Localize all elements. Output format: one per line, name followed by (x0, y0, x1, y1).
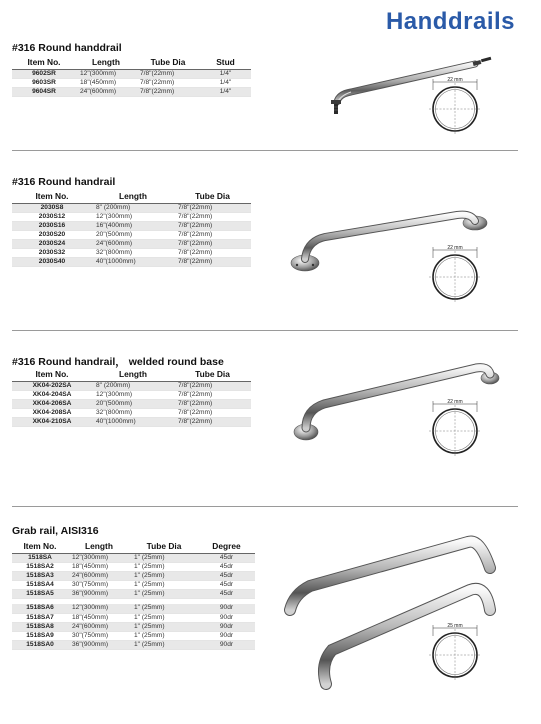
section4-header-1: Length (68, 540, 130, 553)
item-number-cell: 9602SR (12, 69, 76, 78)
item-number-cell: 1518SA0 (12, 640, 68, 649)
spec-cell: 1" (25mm) (130, 640, 198, 649)
table-row (12, 381, 251, 390)
spec-cell: 7/8"(22mm) (174, 239, 251, 248)
item-number-cell: 2030S8 (12, 203, 92, 212)
section1-table-body (12, 69, 251, 96)
item-number-cell: 1518SA (12, 553, 68, 562)
spec-cell: 7/8"(22mm) (174, 258, 251, 267)
table-row (12, 562, 255, 571)
spec-cell: 7/8"(22mm) (174, 221, 251, 230)
section3-diagram-label: 22 mm (447, 399, 463, 405)
spec-cell: 1/4" (200, 87, 251, 96)
spec-cell: 45dr (198, 562, 255, 571)
spec-cell: 90dr (198, 613, 255, 622)
spec-cell: 90dr (198, 631, 255, 640)
section2-table (12, 190, 251, 267)
item-number-cell: 2030S32 (12, 248, 92, 257)
spec-cell: 7/8"(22mm) (174, 203, 251, 212)
spec-cell: 1" (25mm) (130, 553, 198, 562)
spec-cell: 16"(400mm) (92, 221, 174, 230)
section4-tube-cross-section-diagram (425, 622, 485, 682)
spec-cell: 8" (200mm) (92, 381, 174, 390)
item-number-cell: 1518SA3 (12, 571, 68, 580)
spec-cell: 1" (25mm) (130, 562, 198, 571)
spec-cell: 32"(800mm) (92, 248, 174, 257)
table-row (12, 622, 255, 631)
table-row (12, 203, 251, 212)
spec-cell: 12"(300mm) (68, 604, 130, 613)
section2-header-1: Length (92, 190, 174, 203)
page-title: Handdrails (385, 8, 515, 35)
item-number-cell: 1518SA8 (12, 622, 68, 631)
spec-cell: 12"(300mm) (76, 69, 136, 78)
table-row (12, 399, 251, 408)
spec-cell: 90dr (198, 640, 255, 649)
section4-header-0: Item No. (12, 540, 68, 553)
section3-header-2: Tube Dia (174, 368, 251, 381)
section3-header-row (12, 368, 251, 381)
section4-header-2: Tube Dia (130, 540, 198, 553)
table-row (12, 631, 255, 640)
section2-table-body (12, 203, 251, 267)
spec-cell: 24"(600mm) (68, 571, 130, 580)
section1-header-1: Length (76, 56, 136, 69)
spec-cell: 7/8"(22mm) (136, 69, 200, 78)
section4-table (12, 540, 255, 650)
section1-header-2: Tube Dia (136, 56, 200, 69)
spec-cell: 7/8"(22mm) (174, 381, 251, 390)
item-number-cell: 1518SA5 (12, 589, 68, 598)
section2-divider (12, 330, 518, 331)
section4-header-3: Degree (198, 540, 255, 553)
spec-cell: 18"(450mm) (68, 613, 130, 622)
spec-cell: 30"(750mm) (68, 580, 130, 589)
spec-cell: 20"(500mm) (92, 399, 174, 408)
section1-tube-cross-section-diagram (425, 76, 485, 136)
spec-cell: 30"(750mm) (68, 631, 130, 640)
spec-cell: 45dr (198, 580, 255, 589)
section2-tube-cross-section-diagram (425, 244, 485, 304)
section1-header-3: Stud (200, 56, 251, 69)
spec-cell: 7/8"(22mm) (136, 78, 200, 87)
table-row (12, 221, 251, 230)
table-row (12, 640, 255, 649)
spec-cell: 18"(450mm) (68, 562, 130, 571)
section1-table (12, 56, 251, 97)
spec-cell: 1" (25mm) (130, 571, 198, 580)
spec-cell: 1/4" (200, 78, 251, 87)
section1-header-row (12, 56, 251, 69)
spec-cell: 24"(600mm) (76, 87, 136, 96)
spec-cell: 1" (25mm) (130, 622, 198, 631)
section4-table-body (12, 553, 255, 649)
table-row (12, 258, 251, 267)
table-row (12, 239, 251, 248)
item-number-cell: 2030S12 (12, 212, 92, 221)
section2-diagram-label: 22 mm (447, 245, 463, 251)
section3-title: #316 Round handrail， welded round base (12, 356, 224, 368)
item-number-cell: XK04-206SA (12, 399, 92, 408)
section3-divider (12, 506, 518, 507)
item-number-cell: XK04-204SA (12, 390, 92, 399)
table-row (12, 212, 251, 221)
spec-cell: 90dr (198, 604, 255, 613)
section3-tube-cross-section-diagram (425, 398, 485, 458)
table-row (12, 604, 255, 613)
spec-cell: 40"(1000mm) (92, 258, 174, 267)
spec-cell: 40"(1000mm) (92, 417, 174, 426)
spec-cell: 18"(450mm) (76, 78, 136, 87)
spec-cell: 7/8"(22mm) (174, 230, 251, 239)
spec-cell: 45dr (198, 571, 255, 580)
table-row (12, 69, 251, 78)
spec-cell: 90dr (198, 622, 255, 631)
spec-cell: 1" (25mm) (130, 631, 198, 640)
item-number-cell: 2030S40 (12, 258, 92, 267)
table-row (12, 230, 251, 239)
item-number-cell: 9604SR (12, 87, 76, 96)
table-row (12, 87, 251, 96)
item-number-cell: 2030S20 (12, 230, 92, 239)
item-number-cell: 1518SA7 (12, 613, 68, 622)
section4-header-row (12, 540, 255, 553)
section2-title: #316 Round handrail (12, 176, 116, 188)
spec-cell: 20"(500mm) (92, 230, 174, 239)
table-row (12, 571, 255, 580)
spec-cell: 7/8"(22mm) (174, 390, 251, 399)
spec-cell: 7/8"(22mm) (174, 248, 251, 257)
table-row (12, 248, 251, 257)
section3-header-1: Length (92, 368, 174, 381)
spec-cell: 12"(300mm) (68, 553, 130, 562)
table-row (12, 589, 255, 598)
spec-cell: 7/8"(22mm) (174, 212, 251, 221)
section3-table (12, 368, 251, 427)
spec-cell: 36"(900mm) (68, 589, 130, 598)
spec-cell: 1" (25mm) (130, 589, 198, 598)
spec-cell: 7/8"(22mm) (136, 87, 200, 96)
section1-title: #316 Round handdrail (12, 42, 122, 54)
spec-cell: 7/8"(22mm) (174, 408, 251, 417)
item-number-cell: XK04-210SA (12, 417, 92, 426)
item-number-cell: 2030S16 (12, 221, 92, 230)
section4-title: Grab rail, AISI316 (12, 525, 99, 537)
spec-cell: 1" (25mm) (130, 613, 198, 622)
section1-divider (12, 150, 518, 151)
section2-header-2: Tube Dia (174, 190, 251, 203)
table-row (12, 408, 251, 417)
item-number-cell: 9603SR (12, 78, 76, 87)
item-number-cell: XK04-202SA (12, 381, 92, 390)
spec-cell: 45dr (198, 589, 255, 598)
table-row (12, 390, 251, 399)
table-row (12, 613, 255, 622)
spec-cell: 32"(800mm) (92, 408, 174, 417)
item-number-cell: 2030S24 (12, 239, 92, 248)
spec-cell: 24"(600mm) (68, 622, 130, 631)
table-row (12, 417, 251, 426)
spec-cell: 12"(300mm) (92, 390, 174, 399)
section1-header-0: Item No. (12, 56, 76, 69)
section1-diagram-label: 22 mm (447, 77, 463, 83)
table-row (12, 580, 255, 589)
spec-cell: 1" (25mm) (130, 604, 198, 613)
item-number-cell: XK04-208SA (12, 408, 92, 417)
section3-header-0: Item No. (12, 368, 92, 381)
spec-cell: 7/8"(22mm) (174, 417, 251, 426)
spec-cell: 36"(900mm) (68, 640, 130, 649)
table-row (12, 78, 251, 87)
spec-cell: 1" (25mm) (130, 580, 198, 589)
item-number-cell: 1518SA9 (12, 631, 68, 640)
section4-diagram-label: 25 mm (447, 623, 463, 629)
spec-cell: 45dr (198, 553, 255, 562)
spec-cell: 7/8"(22mm) (174, 399, 251, 408)
spec-cell: 1/4" (200, 69, 251, 78)
table-row (12, 553, 255, 562)
section2-header-0: Item No. (12, 190, 92, 203)
item-number-cell: 1518SA6 (12, 604, 68, 613)
spec-cell: 8" (200mm) (92, 203, 174, 212)
item-number-cell: 1518SA4 (12, 580, 68, 589)
section3-table-body (12, 381, 251, 426)
spec-cell: 12"(300mm) (92, 212, 174, 221)
item-number-cell: 1518SA2 (12, 562, 68, 571)
section2-header-row (12, 190, 251, 203)
spec-cell: 24"(600mm) (92, 239, 174, 248)
